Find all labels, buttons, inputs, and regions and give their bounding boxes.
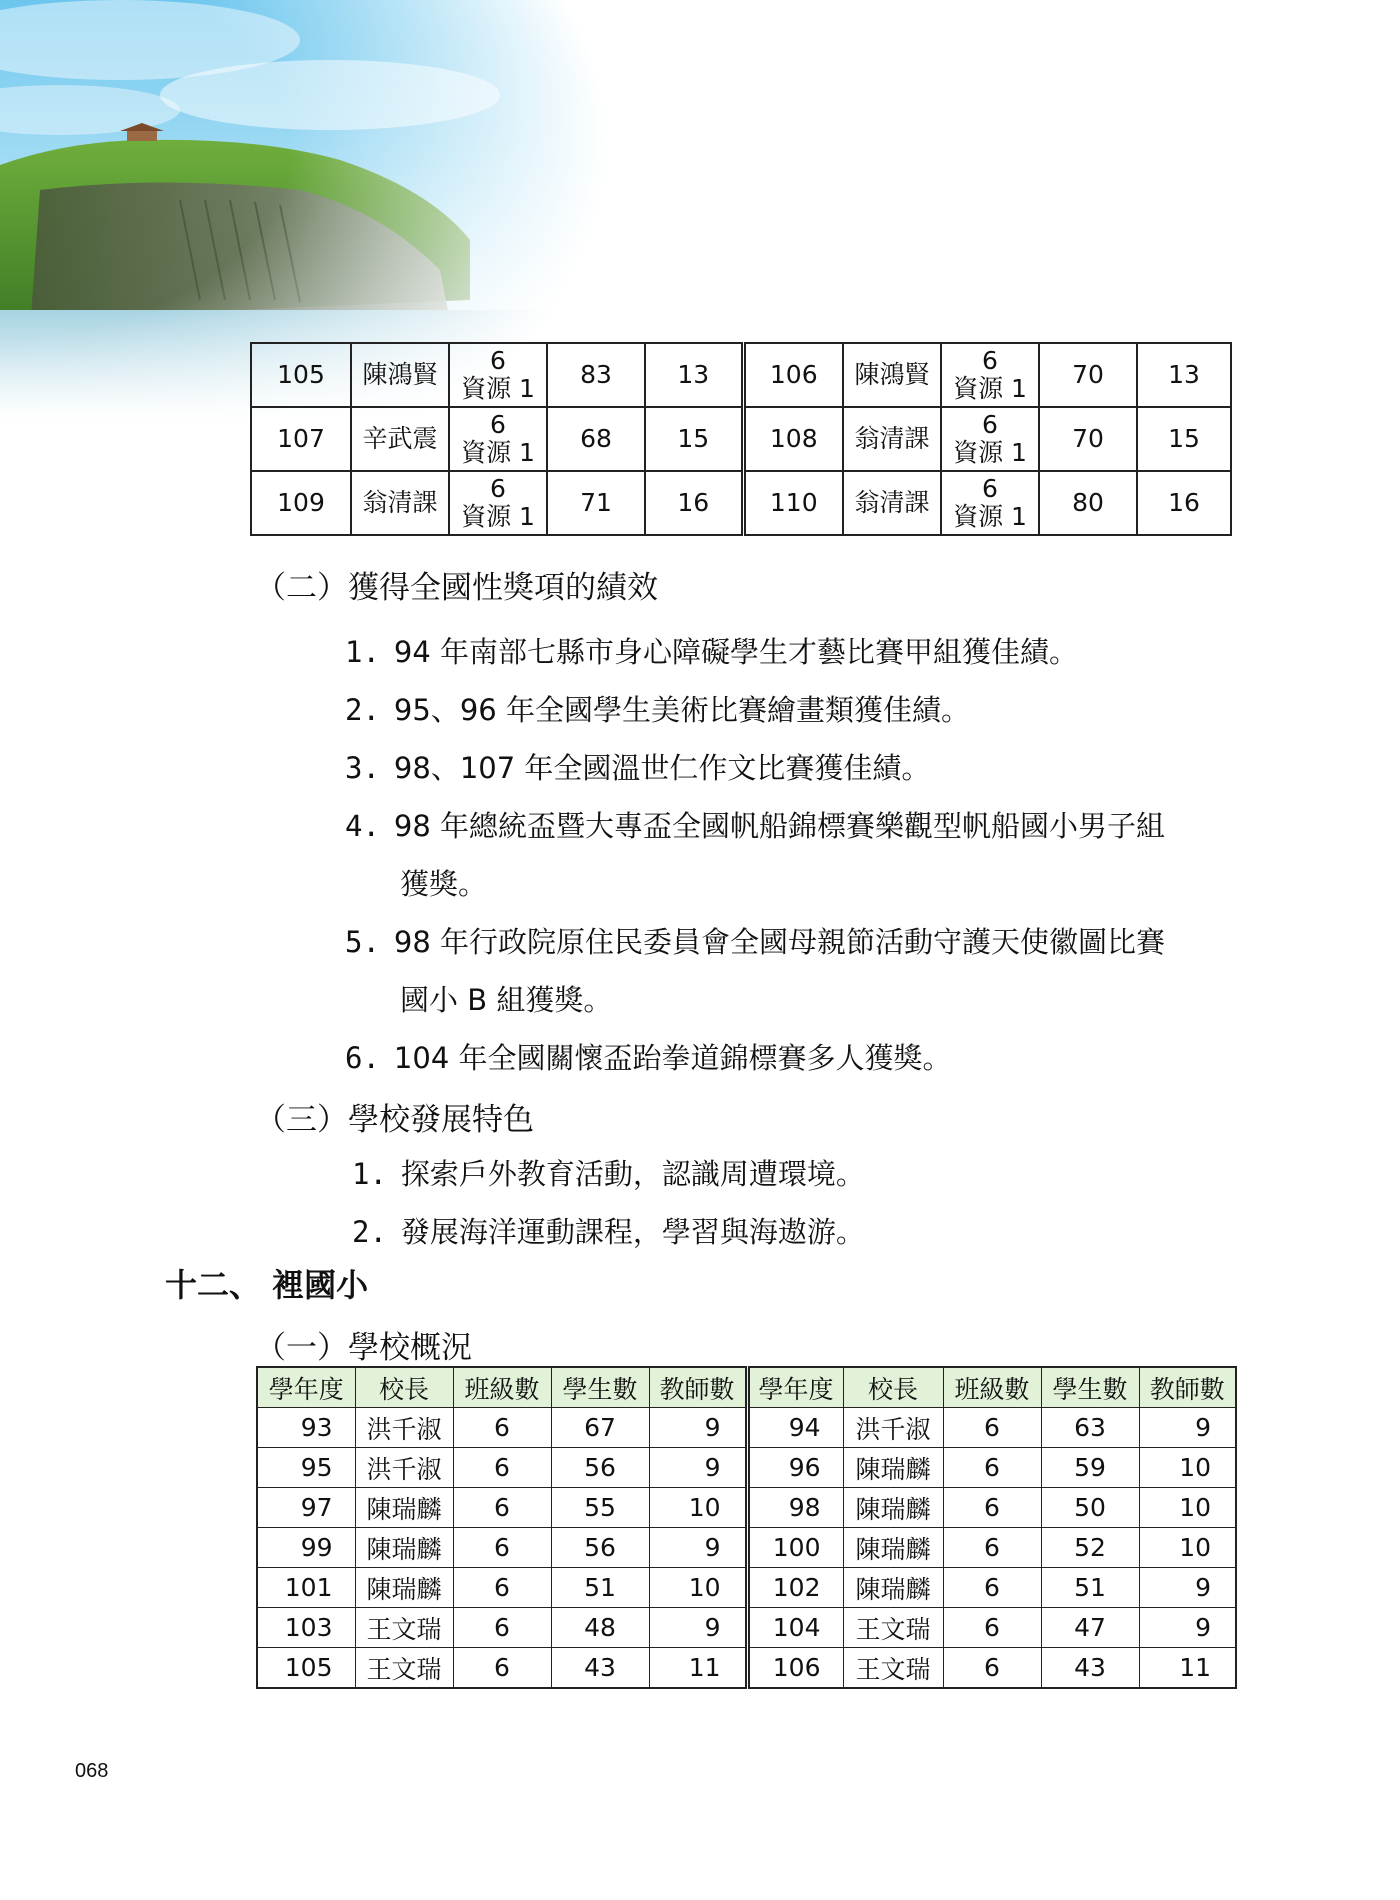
table-row [251,407,1231,471]
year-cell: 103 [257,1608,355,1648]
year-cell: 100 [747,1528,843,1568]
header-year: 學年度 [747,1367,843,1408]
award-item-continuation: 國小 B 組獲獎。 [400,983,613,1017]
award-item: 3. 98、107 年全國溫世仁作文比賽獲佳績。 [345,751,931,785]
award-item: 1. 94 年南部七縣市身心障礙學生才藝比賽甲組獲佳績。 [345,635,1079,669]
classes-cell: 6 資源 1 [941,471,1039,535]
students-cell: 43 [551,1648,649,1689]
students-cell: 52 [1041,1528,1139,1568]
classes-cell: 6 [943,1408,1041,1448]
year-cell: 110 [743,471,843,535]
year-cell: 107 [251,407,351,471]
table-row [257,1408,1236,1448]
classes-cell: 6 資源 1 [941,407,1039,471]
table-header-row [257,1367,1236,1408]
table-row [251,471,1231,535]
teachers-cell: 10 [1139,1488,1236,1528]
classes-cell: 6 [943,1648,1041,1689]
students-cell: 43 [1041,1648,1139,1689]
classes-cell: 6 [453,1408,551,1448]
award-item-continuation: 獲獎。 [400,867,488,901]
principal-cell: 陳鴻賢 [351,343,449,407]
students-cell: 63 [1041,1408,1139,1448]
teachers-cell: 16 [1137,471,1231,535]
classes-cell: 6 資源 1 [449,471,547,535]
table-row [257,1648,1236,1689]
students-cell: 70 [1039,407,1137,471]
students-cell: 47 [1041,1608,1139,1648]
page-number: 068 [75,1760,109,1782]
table-row [251,343,1231,407]
school-heading: 十二、 裡國小 [165,1266,369,1304]
feature-item: 2. 發展海洋運動課程，學習與海遨游。 [352,1215,865,1249]
students-cell: 51 [1041,1568,1139,1608]
year-cell: 102 [747,1568,843,1608]
principal-cell: 洪千淑 [355,1408,453,1448]
teachers-cell: 15 [645,407,743,471]
teachers-cell: 13 [1137,343,1231,407]
year-cell: 99 [257,1528,355,1568]
students-cell: 70 [1039,343,1137,407]
students-cell: 51 [551,1568,649,1608]
year-cell: 97 [257,1488,355,1528]
header-teachers: 教師數 [649,1367,747,1408]
year-cell: 94 [747,1408,843,1448]
students-cell: 67 [551,1408,649,1448]
school-history-table-previous [250,342,1232,536]
table-row [257,1608,1236,1648]
header-classes: 班級數 [453,1367,551,1408]
classes-cell: 6 [943,1448,1041,1488]
classes-cell: 6 [453,1608,551,1648]
feature-item: 1. 探索戶外教育活動，認識周遭環境。 [352,1157,865,1191]
principal-cell: 翁清課 [843,471,941,535]
classes-cell: 6 [943,1528,1041,1568]
classes-cell: 6 [453,1568,551,1608]
principal-cell: 陳瑞麟 [843,1528,943,1568]
teachers-cell: 13 [645,343,743,407]
award-item: 5. 98 年行政院原住民委員會全國母親節活動守護天使徽圖比賽 [345,925,1166,959]
principal-cell: 王文瑞 [843,1608,943,1648]
award-item: 2. 95、96 年全國學生美術比賽繪畫類獲佳績。 [345,693,970,727]
teachers-cell: 15 [1137,407,1231,471]
classes-cell: 6 [943,1568,1041,1608]
year-cell: 98 [747,1488,843,1528]
year-cell: 109 [251,471,351,535]
students-cell: 56 [551,1448,649,1488]
students-cell: 80 [1039,471,1137,535]
students-cell: 50 [1041,1488,1139,1528]
principal-cell: 翁清課 [351,471,449,535]
year-cell: 106 [743,343,843,407]
year-cell: 108 [743,407,843,471]
classes-cell: 6 資源 1 [449,343,547,407]
header-classes: 班級數 [943,1367,1041,1408]
principal-cell: 王文瑞 [355,1608,453,1648]
classes-cell: 6 資源 1 [449,407,547,471]
classes-cell: 6 資源 1 [941,343,1039,407]
overview-section-title: （一）學校概況 [255,1330,472,1366]
teachers-cell: 9 [1139,1568,1236,1608]
principal-cell: 王文瑞 [355,1648,453,1689]
classes-cell: 6 [453,1488,551,1528]
students-cell: 55 [551,1488,649,1528]
header-students: 學生數 [1041,1367,1139,1408]
teachers-cell: 9 [1139,1608,1236,1648]
header-students: 學生數 [551,1367,649,1408]
table-row [257,1488,1236,1528]
principal-cell: 陳瑞麟 [355,1488,453,1528]
principal-cell: 洪千淑 [843,1408,943,1448]
header-year: 學年度 [257,1367,355,1408]
classes-cell: 6 [943,1488,1041,1528]
year-cell: 106 [747,1648,843,1689]
students-cell: 59 [1041,1448,1139,1488]
principal-cell: 陳瑞麟 [843,1448,943,1488]
year-cell: 95 [257,1448,355,1488]
students-cell: 71 [547,471,645,535]
teachers-cell: 11 [649,1648,747,1689]
header-teachers: 教師數 [1139,1367,1236,1408]
principal-cell: 陳瑞麟 [355,1528,453,1568]
principal-cell: 王文瑞 [843,1648,943,1689]
awards-section-title: （二）獲得全國性獎項的績效 [255,570,658,606]
principal-cell: 辛武震 [351,407,449,471]
classes-cell: 6 [943,1608,1041,1648]
year-cell: 105 [251,343,351,407]
teachers-cell: 16 [645,471,743,535]
school-overview-table [256,1366,1237,1689]
year-cell: 93 [257,1408,355,1448]
teachers-cell: 10 [1139,1528,1236,1568]
features-section-title: （三）學校發展特色 [255,1102,534,1138]
principal-cell: 陳瑞麟 [355,1568,453,1608]
teachers-cell: 10 [1139,1448,1236,1488]
classes-cell: 6 [453,1648,551,1689]
students-cell: 83 [547,343,645,407]
students-cell: 56 [551,1528,649,1568]
award-item: 4. 98 年總統盃暨大專盃全國帆船錦標賽樂觀型帆船國小男子組 [345,809,1166,843]
header-principal: 校長 [355,1367,453,1408]
table-row [257,1448,1236,1488]
principal-cell: 陳瑞麟 [843,1488,943,1528]
year-cell: 101 [257,1568,355,1608]
teachers-cell: 10 [649,1488,747,1528]
principal-cell: 洪千淑 [355,1448,453,1488]
teachers-cell: 9 [649,1408,747,1448]
table-row [257,1528,1236,1568]
principal-cell: 翁清課 [843,407,941,471]
table-row [257,1568,1236,1608]
classes-cell: 6 [453,1448,551,1488]
year-cell: 104 [747,1608,843,1648]
teachers-cell: 9 [1139,1408,1236,1448]
classes-cell: 6 [453,1528,551,1568]
year-cell: 96 [747,1448,843,1488]
students-cell: 68 [547,407,645,471]
teachers-cell: 9 [649,1608,747,1648]
teachers-cell: 9 [649,1448,747,1488]
principal-cell: 陳瑞麟 [843,1568,943,1608]
teachers-cell: 11 [1139,1648,1236,1689]
teachers-cell: 10 [649,1568,747,1608]
award-item: 6. 104 年全國關懷盃跆拳道錦標賽多人獲獎。 [345,1041,952,1075]
teachers-cell: 9 [649,1528,747,1568]
year-cell: 105 [257,1648,355,1689]
students-cell: 48 [551,1608,649,1648]
header-principal: 校長 [843,1367,943,1408]
principal-cell: 陳鴻賢 [843,343,941,407]
